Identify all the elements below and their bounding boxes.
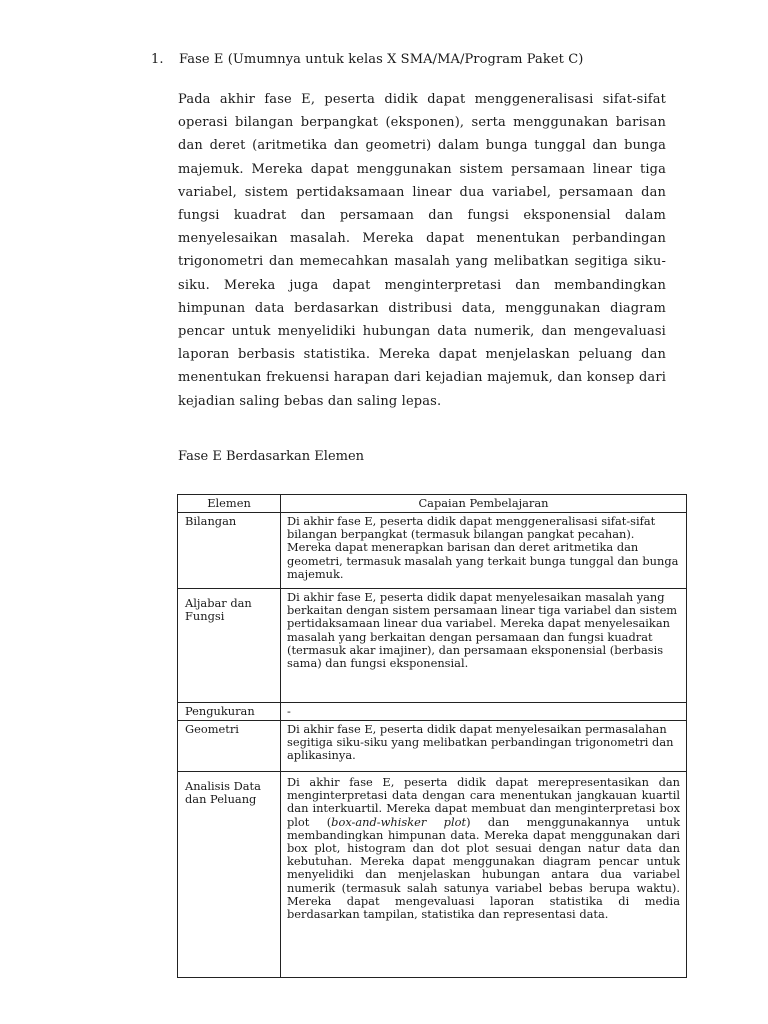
table-caption: Fase E Berdasarkan Elemen — [178, 449, 365, 464]
header-capaian: Capaian Pembelajaran — [281, 495, 687, 513]
table-row — [178, 513, 687, 589]
table-header-row — [178, 495, 687, 513]
capaian-cell: - — [281, 703, 687, 721]
elemen-cell: Pengukuran — [178, 703, 281, 721]
section-heading — [151, 52, 583, 67]
elemen-cell: Bilangan — [178, 513, 281, 589]
table-row — [178, 703, 687, 721]
capaian-cell — [281, 772, 687, 978]
section-title: Fase E (Umumnya untuk kelas X SMA/MA/Program Paket C) — [179, 52, 584, 67]
capaian-cell: Di akhir fase E, peserta didik dapat menggeneralisasi sifat-sifat bilangan berpangkat (termasuk bilangan pangkat pecahan). Mereka dapat menerapkan barisan dan deret aritmetika dan geometri, termasuk masalah yang terkait bunga tunggal dan bunga majemuk. — [281, 513, 687, 589]
capaian-text-italic: box-and-whisker plot — [331, 814, 467, 829]
elemen-cell: Geometri — [178, 721, 281, 772]
intro-paragraph: Pada akhir fase E, peserta didik dapat menggeneralisasi sifat-sifat operasi bilangan berpangkat (eksponen), serta menggunakan barisan dan deret (aritmetika dan geometri) dalam bunga tunggal dan bunga majemuk. Mereka dapat menggunakan sistem persamaan linear tiga variabel, sistem pertidaksamaan linear dua variabel, persamaan dan fungsi kuadrat dan persamaan dan fungsi eksponensial dalam menyelesaikan masalah. Mereka dapat menentukan perbandingan trigonometri dan memecahkan masalah yang melibatkan segitiga siku-siku. Mereka juga dapat menginterpretasi dan membandingkan himpunan data berdasarkan distribusi data, menggunakan diagram pencar untuk menyelidiki hubungan data numerik, dan mengevaluasi laporan berbasis statistika. Mereka dapat menjelaskan peluang dan menentukan frekuensi harapan dari kejadian majemuk, dan konsep dari kejadian saling bebas dan saling lepas. — [178, 92, 666, 409]
capaian-text-part2: ) dan menggunakannya untuk membandingkan himpunan data. Mereka dapat menggunakan dari box plot, histogram dan dot plot sesuai dengan natur data dan kebutuhan. Mereka dapat menggunakan diagram pencar untuk menyelidiki dan menjelaskan hubungan antara dua variabel numerik (termasuk salah satunya variabel bebas berupa waktu). Mereka dapat mengevaluasi laporan statistika di media berdasarkan tampilan, statistika dan representasi data. — [287, 814, 680, 922]
capaian-table — [177, 494, 687, 978]
section-number: 1. — [151, 52, 164, 67]
table-row — [178, 772, 687, 978]
capaian-cell: Di akhir fase E, peserta didik dapat menyelesaikan permasalahan segitiga siku-siku yang melibatkan perbandingan trigonometri dan aplikasinya. — [281, 721, 687, 772]
elemen-cell: Analisis Data dan Peluang — [178, 772, 281, 978]
table-row — [178, 721, 687, 772]
table-row — [178, 589, 687, 703]
capaian-cell: Di akhir fase E, peserta didik dapat menyelesaikan masalah yang berkaitan dengan sistem persamaan linear tiga variabel dan sistem pertidaksamaan linear dua variabel. Mereka dapat menyelesaikan masalah yang berkaitan dengan persamaan dan fungsi kuadrat (termasuk akar imajiner), dan persamaan eksponensial (berbasis sama) dan fungsi eksponensial. — [281, 589, 687, 703]
header-elemen: Elemen — [178, 495, 281, 513]
elemen-cell: Aljabar dan Fungsi — [178, 589, 281, 703]
capaian-text-part1: Di akhir fase E, peserta didik dapat merepresentasikan dan menginterpretasi data dengan cara menentukan jangkauan kuartil dan interkuartil. Mereka dapat membuat dan menginterpretasi box plot ( — [287, 775, 680, 829]
